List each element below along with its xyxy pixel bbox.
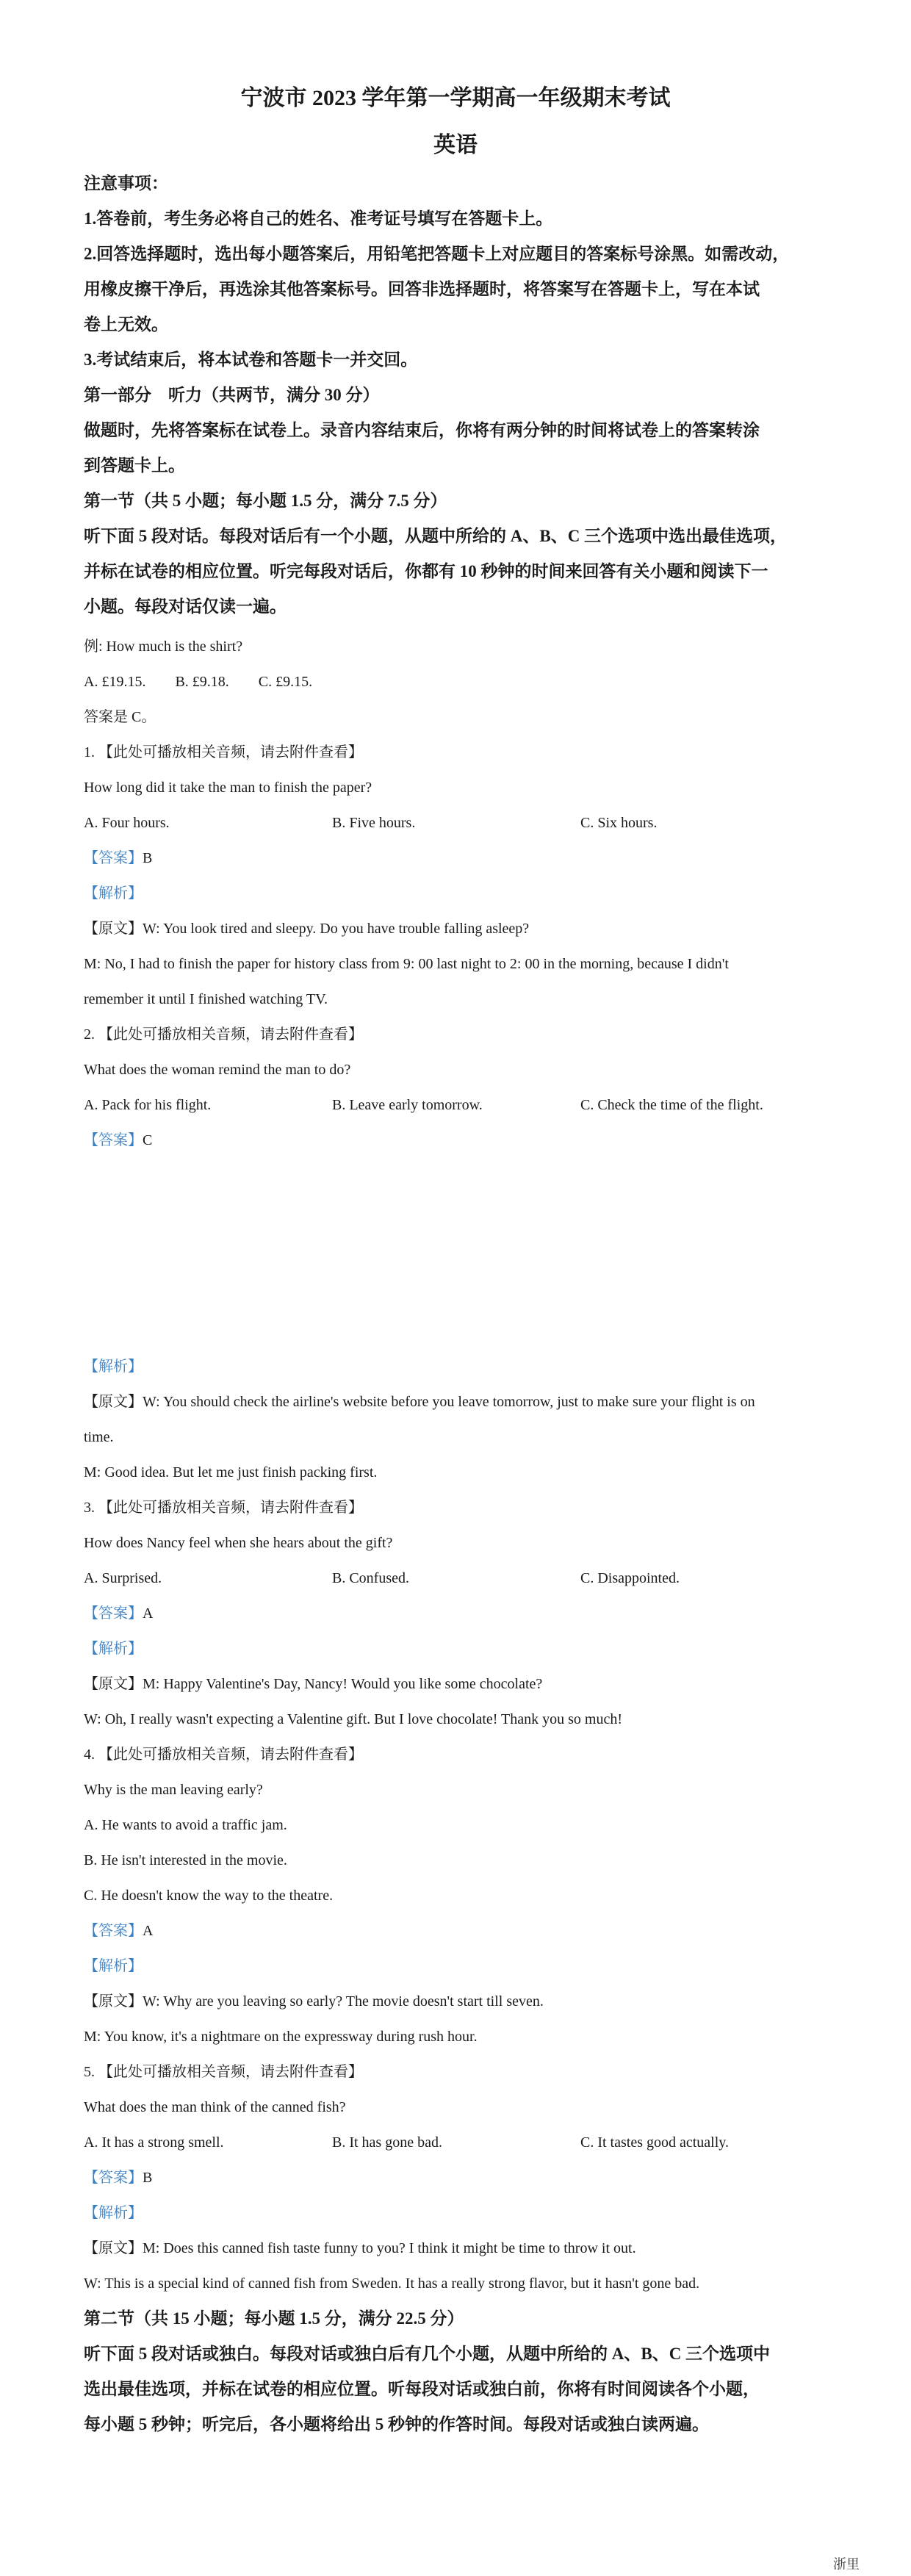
- q1-option-b: B. Five hours.: [332, 815, 416, 831]
- q2-transcript-1b: time.: [84, 1429, 114, 1445]
- q2-transcript-2: M: Good idea. But let me just finish packing first.: [84, 1464, 378, 1481]
- notice-2a: 2.回答选择题时，选出每小题答案后，用铅笔把答题卡上对应题目的答案标号涂黑。如需改动，: [84, 245, 790, 263]
- q3-analysis-label: 【解析】: [84, 1641, 143, 1657]
- answer-label: 【答案】: [84, 850, 143, 866]
- q4-answer: [84, 1921, 827, 1941]
- q5-transcript-2: W: This is a special kind of canned fish from Sweden. It has a really strong flavor, but it hasn't gone bad.: [84, 2275, 700, 2292]
- q4-answer-value: A: [143, 1923, 154, 1939]
- q5-transcript-1: 【原文】M: Does this canned fish taste funny to you? I think it might be time to throw it out.: [84, 2240, 636, 2256]
- section2-instr-c: 每小题 5 秒钟；听完后，各小题将给出 5 秒钟的作答时间。每段对话或独白读两遍。: [84, 2415, 709, 2433]
- example-options: A. £19.15. B. £9.18. C. £9.15.: [84, 674, 313, 690]
- q2-option-c: C. Check the time of the flight.: [580, 1097, 763, 1113]
- section1-instr-a: 听下面 5 段对话。每段对话后有一个小题，从题中所给的 A、B、C 三个选项中选出最佳选项，: [84, 527, 788, 545]
- q2-analysis-label: 【解析】: [84, 1359, 143, 1375]
- answer-label: 【答案】: [84, 1132, 143, 1148]
- notice-1: 1.答卷前，考生务必将自己的姓名、准考证号填写在答题卡上。: [84, 209, 553, 228]
- q3-transcript-2: W: Oh, I really wasn't expecting a Valentine gift. But I love chocolate! Thank you so much!: [84, 1711, 623, 1727]
- q3-answer-value: A: [143, 1605, 154, 1622]
- q1-transcript-2b: remember it until I finished watching TV.: [84, 991, 328, 1007]
- part1-instr-a: 做题时，先将答案标在试卷上。录音内容结束后，你将有两分钟的时间将试卷上的答案转涂: [84, 421, 760, 439]
- q1-answer-value: B: [143, 850, 153, 866]
- example-question: 例: How much is the shirt?: [84, 638, 243, 655]
- q4-transcript-2: M: You know, it's a nightmare on the expressway during rush hour.: [84, 2029, 478, 2045]
- q4-option-c: C. He doesn't know the way to the theatre.: [84, 1888, 334, 1904]
- part1-heading: 第一部分 听力（共两节，满分 30 分）: [84, 386, 380, 404]
- q1-option-c: C. Six hours.: [580, 815, 658, 831]
- notice-2b: 用橡皮擦干净后，再选涂其他答案标号。回答非选择题时，将答案写在答题卡上，写在本试: [84, 280, 760, 298]
- q4-number: 4. 【此处可播放相关音频，请去附件查看】: [84, 1746, 363, 1763]
- q3-number: 3. 【此处可播放相关音频，请去附件查看】: [84, 1500, 363, 1516]
- q2-number: 2. 【此处可播放相关音频，请去附件查看】: [84, 1026, 363, 1043]
- q3-transcript-1: 【原文】M: Happy Valentine's Day, Nancy! Would you like some chocolate?: [84, 1676, 543, 1692]
- section1-instr-c: 小题。每段对话仅读一遍。: [84, 597, 287, 616]
- answer-label: 【答案】: [84, 2170, 143, 2186]
- q2-option-a: A. Pack for his flight.: [84, 1097, 212, 1113]
- subject-title: 英语: [433, 133, 478, 157]
- q5-option-a: A. It has a strong smell.: [84, 2134, 224, 2151]
- notice-heading: 注意事项：: [84, 174, 168, 193]
- q5-option-c: C. It tastes good actually.: [580, 2134, 729, 2151]
- q1-option-a: A. Four hours.: [84, 815, 170, 831]
- q5-answer-value: B: [143, 2170, 153, 2186]
- answer-label: 【答案】: [84, 1923, 143, 1939]
- q5-option-b: B. It has gone bad.: [332, 2134, 442, 2151]
- q5-number: 5. 【此处可播放相关音频，请去附件查看】: [84, 2064, 363, 2080]
- q4-stem: Why is the man leaving early?: [84, 1782, 263, 1798]
- q4-transcript-1: 【原文】W: Why are you leaving so early? The movie doesn't start till seven.: [84, 1993, 544, 2010]
- q2-answer: [84, 1130, 827, 1151]
- q3-option-b: B. Confused.: [332, 1570, 409, 1586]
- q2-stem: What does the woman remind the man to do?: [84, 1062, 351, 1078]
- q4-option-a: A. He wants to avoid a traffic jam.: [84, 1817, 287, 1833]
- example-answer: 答案是 C。: [84, 709, 156, 725]
- page-footer: 浙里: [833, 2557, 860, 2572]
- q4-analysis-label: 【解析】: [84, 1958, 143, 1974]
- part1-instr-b: 到答题卡上。: [84, 456, 185, 475]
- q3-option-a: A. Surprised.: [84, 1570, 162, 1586]
- q5-analysis-label: 【解析】: [84, 2205, 143, 2221]
- answer-label: 【答案】: [84, 1605, 143, 1622]
- q1-transcript-1: 【原文】W: You look tired and sleepy. Do you have trouble falling asleep?: [84, 921, 530, 937]
- q5-stem: What does the man think of the canned fish?: [84, 2099, 346, 2115]
- q1-answer: [84, 848, 827, 868]
- section2-instr-a: 听下面 5 段对话或独白。每段对话或独白后有几个小题，从题中所给的 A、B、C 三个选项中: [84, 2345, 771, 2363]
- q1-stem: How long did it take the man to finish the paper?: [84, 780, 372, 796]
- q2-answer-value: C: [143, 1132, 153, 1148]
- notice-3: 3.考试结束后，将本试卷和答题卡一并交回。: [84, 350, 418, 369]
- section2-heading: 第二节（共 15 小题；每小题 1.5 分，满分 22.5 分）: [84, 2309, 464, 2328]
- q1-transcript-2a: M: No, I had to finish the paper for history class from 9: 00 last night to 2: 00 in the morning, because I didn't: [84, 956, 729, 972]
- q1-analysis-label: 【解析】: [84, 885, 143, 902]
- section1-instr-b: 并标在试卷的相应位置。听完每段对话后，你都有 10 秒钟的时间来回答有关小题和阅读下一: [84, 562, 768, 580]
- section2-instr-b: 选出最佳选项，并标在试卷的相应位置。听每段对话或独白前，你将有时间阅读各个小题，: [84, 2380, 760, 2398]
- q3-option-c: C. Disappointed.: [580, 1570, 680, 1586]
- section1-heading: 第一节（共 5 小题；每小题 1.5 分，满分 7.5 分）: [84, 492, 447, 510]
- notice-2c: 卷上无效。: [84, 315, 168, 334]
- q3-stem: How does Nancy feel when she hears about the gift?: [84, 1535, 393, 1551]
- exam-title: 宁波市 2023 学年第一学期高一年级期末考试: [240, 86, 671, 110]
- q1-number: 1. 【此处可播放相关音频，请去附件查看】: [84, 744, 363, 760]
- q5-answer: [84, 2167, 827, 2188]
- q3-answer: [84, 1603, 827, 1624]
- q2-transcript-1a: 【原文】W: You should check the airline's website before you leave tomorrow, just to make sure your flight is on: [84, 1394, 755, 1410]
- q4-option-b: B. He isn't interested in the movie.: [84, 1852, 287, 1868]
- q2-option-b: B. Leave early tomorrow.: [332, 1097, 483, 1113]
